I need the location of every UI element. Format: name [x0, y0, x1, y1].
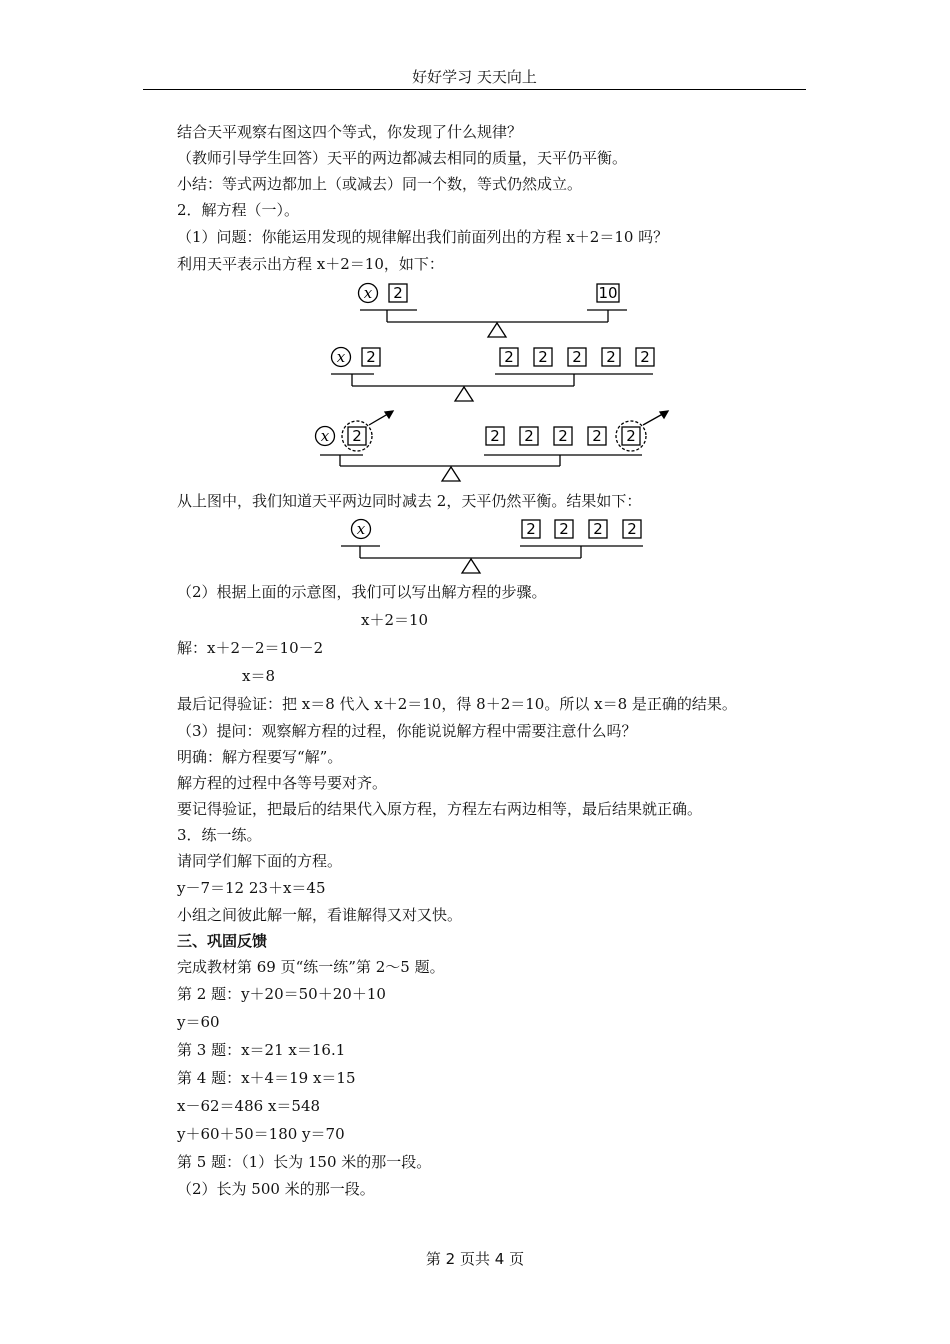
box-label: 2 [592, 427, 602, 445]
box-label: 2 [559, 520, 569, 538]
equation-line: y＋60＋50＝180 y＝70 [177, 1125, 345, 1143]
text-line: 小结：等式两边都加上（或减去）同一个数，等式仍然成立。 [177, 175, 583, 193]
text-line: 结合天平观察右图这四个等式，你发现了什么规律？ [177, 123, 523, 141]
fulcrum [442, 467, 460, 481]
text-line: （教师引导学生回答）天平的两边都减去相同的质量，天平仍平衡。 [177, 149, 628, 167]
equation-line: x＝8 [242, 667, 276, 685]
box-label: 2 [504, 348, 514, 366]
text-line: 第 2 题：y＋20＝50＋20＋10 [177, 985, 386, 1003]
text-line: 3．练一练。 [177, 826, 262, 844]
box-label: 2 [352, 427, 362, 445]
text-line: 小组之间彼此解一解，看谁解得又对又快。 [177, 906, 463, 924]
x-label: x [320, 427, 330, 445]
section-heading: 三、巩固反馈 [177, 932, 268, 950]
box-label: 2 [393, 284, 403, 302]
equation-line: x＋2＝10 [361, 611, 429, 629]
equation-line: x－62＝486 x＝548 [177, 1097, 321, 1115]
text-line: 利用天平表示出方程 x＋2＝10，如下： [177, 255, 444, 273]
text-line: 第 3 题：x＝21 x＝16.1 [177, 1041, 346, 1059]
x-label: x [363, 284, 373, 302]
text-line: （1）问题：你能运用发现的规律解出我们前面列出的方程 x＋2＝10 吗？ [177, 228, 669, 246]
text-line: 第 5 题：（1）长为 150 米的那一段。 [177, 1153, 432, 1171]
text-line: （3）提问：观察解方程的过程，你能说说解方程中需要注意什么吗？ [177, 722, 637, 740]
box-label: 2 [538, 348, 548, 366]
box-label: 2 [526, 520, 536, 538]
text-line: 要记得验证，把最后的结果代入原方程，方程左右两边相等，最后结果就正确。 [177, 800, 703, 818]
box-label: 2 [366, 348, 376, 366]
box-label: 2 [490, 427, 500, 445]
x-label: x [336, 348, 346, 366]
equation-line: y＝60 [177, 1013, 220, 1031]
box-label: 2 [640, 348, 650, 366]
text-line: 解方程的过程中各等号要对齐。 [177, 774, 388, 792]
text-line: 最后记得验证：把 x＝8 代入 x＋2＝10，得 8＋2＝10。所以 x＝8 是正确的结果。 [177, 695, 737, 713]
x-label: x [356, 520, 366, 538]
fulcrum [455, 387, 473, 401]
page-footer: 第 2 页共 4 页 [425, 1250, 525, 1268]
text-line: 明确：解方程要写“解”。 [177, 748, 343, 766]
box-label: 10 [598, 284, 618, 302]
text-line: 完成教材第 69 页“练一练”第 2～5 题。 [177, 958, 445, 976]
text-line: 第 4 题：x＋4＝19 x＝15 [177, 1069, 356, 1087]
equation-line: y－7＝12 23＋x＝45 [177, 879, 326, 897]
text-line: （2）根据上面的示意图，我们可以写出解方程的步骤。 [177, 583, 547, 601]
box-label: 2 [524, 427, 534, 445]
text-line: 从上图中，我们知道天平两边同时减去 2，天平仍然平衡。结果如下： [177, 492, 642, 510]
text-line: 2．解方程（一）。 [177, 201, 300, 219]
page-header: 好好学习 天天向上 [412, 68, 537, 86]
box-label: 2 [606, 348, 616, 366]
box-label: 2 [572, 348, 582, 366]
box-label: 2 [593, 520, 603, 538]
fulcrum [488, 323, 506, 337]
text-line: （2）长为 500 米的那一段。 [177, 1180, 375, 1198]
box-label: 2 [626, 427, 636, 445]
text-line: 请同学们解下面的方程。 [177, 852, 343, 870]
box-label: 2 [558, 427, 568, 445]
equation-line: 解：x＋2－2＝10－2 [177, 639, 324, 657]
fulcrum [462, 559, 480, 573]
balance-scale-3 [316, 411, 669, 481]
box-label: 2 [627, 520, 637, 538]
